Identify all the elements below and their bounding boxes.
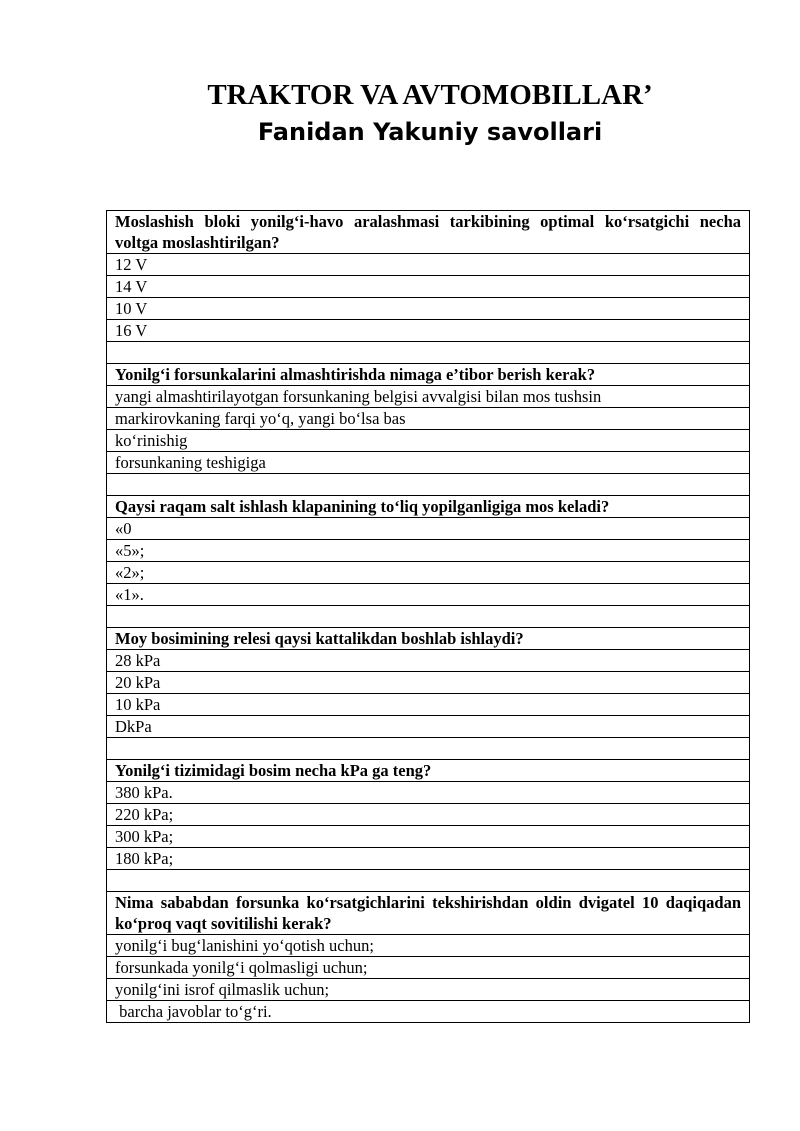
answer-option: 10 V <box>107 298 750 320</box>
answer-option: forsunkada yonilg‘i qolmasligi uchun; <box>107 957 750 979</box>
answer-option: 10 kPa <box>107 694 750 716</box>
empty-cell <box>107 870 750 892</box>
empty-cell <box>107 606 750 628</box>
option-row <box>107 716 750 738</box>
document-subtitle: Fanidan Yakuniy savollari <box>257 118 603 146</box>
questions-table <box>106 210 750 1023</box>
answer-option: 28 kPa <box>107 650 750 672</box>
option-row <box>107 848 750 870</box>
answer-option: yonilg‘ini isrof qilmaslik uchun; <box>107 979 750 1001</box>
option-row <box>107 276 750 298</box>
question-row <box>107 364 750 386</box>
answer-option: DkPa <box>107 716 750 738</box>
option-row <box>107 1001 750 1023</box>
question-row <box>107 628 750 650</box>
option-row <box>107 386 750 408</box>
option-row <box>107 672 750 694</box>
question-text: Yonilg‘i forsunkalarini almashtirishda nimaga e’tibor berish kerak? <box>107 364 750 386</box>
answer-option: 12 V <box>107 254 750 276</box>
question-text: Moy bosimining relesi qaysi kattalikdan boshlab ishlaydi? <box>107 628 750 650</box>
question-text: Nima sababdan forsunka ko‘rsatgichlarini tekshirishdan oldin dvigatel 10 daqiqadan ko‘proq vaqt sovitilishi kerak? <box>107 892 750 935</box>
option-row <box>107 935 750 957</box>
option-row <box>107 452 750 474</box>
question-text: Yonilg‘i tizimidagi bosim necha kPa ga teng? <box>107 760 750 782</box>
option-row <box>107 782 750 804</box>
option-row <box>107 979 750 1001</box>
empty-cell <box>107 474 750 496</box>
option-row <box>107 650 750 672</box>
question-row <box>107 211 750 254</box>
answer-option: 220 kPa; <box>107 804 750 826</box>
spacer-row <box>107 870 750 892</box>
spacer-row <box>107 342 750 364</box>
spacer-row <box>107 474 750 496</box>
answer-option: ko‘rinishig <box>107 430 750 452</box>
answer-option: 14 V <box>107 276 750 298</box>
answer-option: «2»; <box>107 562 750 584</box>
answer-option: yangi almashtirilayotgan forsunkaning belgisi avvalgisi bilan mos tushsin <box>107 386 750 408</box>
option-row <box>107 584 750 606</box>
question-row <box>107 892 750 935</box>
question-row <box>107 496 750 518</box>
answer-option: 300 kPa; <box>107 826 750 848</box>
option-row <box>107 826 750 848</box>
question-row <box>107 760 750 782</box>
answer-option: «5»; <box>107 540 750 562</box>
option-row <box>107 408 750 430</box>
question-text: Qaysi raqam salt ishlash klapanining to‘liq yopilganligiga mos keladi? <box>107 496 750 518</box>
answer-option: «0 <box>107 518 750 540</box>
answer-option: forsunkaning teshigiga <box>107 452 750 474</box>
option-row <box>107 254 750 276</box>
answer-option: markirovkaning farqi yo‘q, yangi bo‘lsa bas <box>107 408 750 430</box>
option-row <box>107 694 750 716</box>
spacer-row <box>107 606 750 628</box>
answer-option: 380 kPa. <box>107 782 750 804</box>
empty-cell <box>107 342 750 364</box>
answer-option: yonilg‘i bug‘lanishini yo‘qotish uchun; <box>107 935 750 957</box>
answer-option: 16 V <box>107 320 750 342</box>
option-row <box>107 540 750 562</box>
option-row <box>107 518 750 540</box>
document-title: TRAKTOR VA AVTOMOBILLAR’ <box>207 79 653 111</box>
answer-option: barcha javoblar to‘g‘ri. <box>107 1001 750 1023</box>
option-row <box>107 320 750 342</box>
answer-option: 180 kPa; <box>107 848 750 870</box>
empty-cell <box>107 738 750 760</box>
question-text: Moslashish bloki yonilg‘i-havo aralashmasi tarkibining optimal ko‘rsatgichi necha voltga moslashtirilgan? <box>107 211 750 254</box>
option-row <box>107 298 750 320</box>
answer-option: «1». <box>107 584 750 606</box>
answer-option: 20 kPa <box>107 672 750 694</box>
option-row <box>107 957 750 979</box>
option-row <box>107 430 750 452</box>
spacer-row <box>107 738 750 760</box>
option-row <box>107 562 750 584</box>
option-row <box>107 804 750 826</box>
